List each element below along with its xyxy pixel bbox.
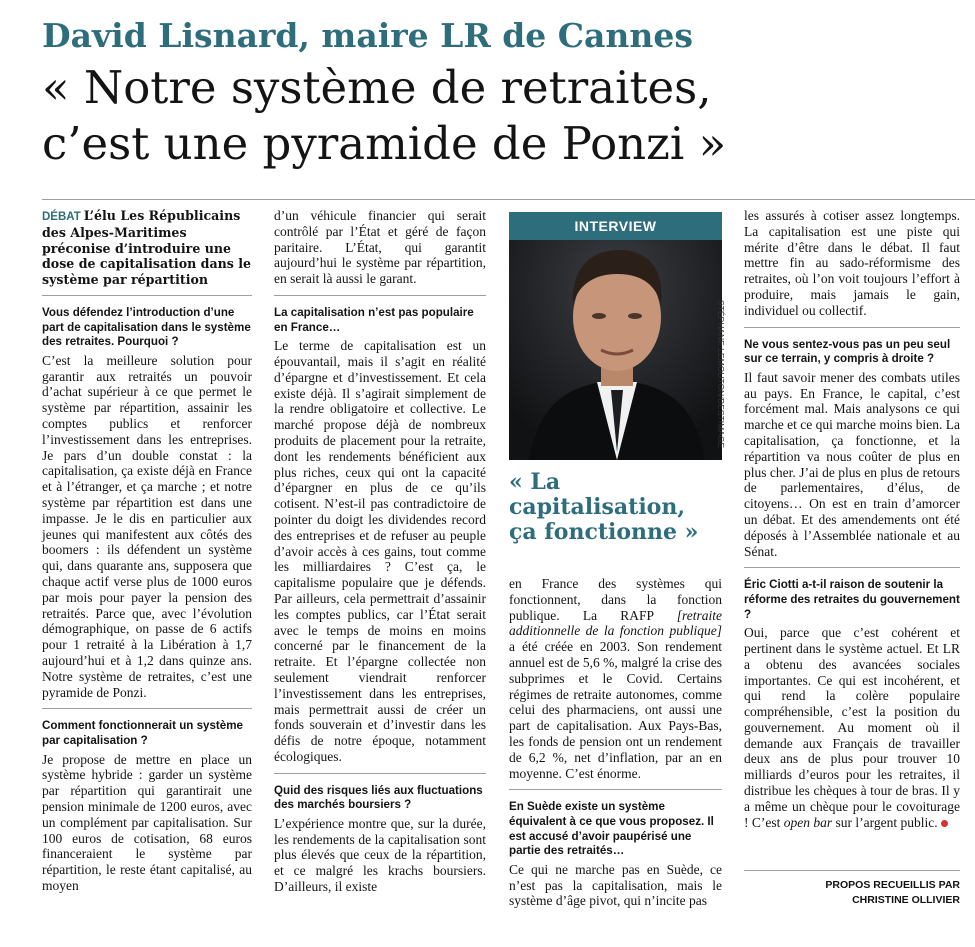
answer-5-continued: les assurés à cotiser assez longtemps. La capitalisation est une piste qui mérite d’être dans le débat. Il faut mettre fin au sado-réformisme des retraites, où l’on voit toujours l’effort à produire, mais jamais le gain, individuel ou collectif.: [744, 208, 960, 318]
interview-label: INTERVIEW: [509, 212, 722, 240]
separator: [744, 567, 960, 568]
separator: [509, 789, 722, 790]
column-3: [509, 576, 722, 909]
answer-2-continued: d’un véhicule financier qui serait contrôlé par l’État et géré de façon paritaire. L’État, qui garantit aujourd’hui le système par répartition, en serait là aussi le garant.: [274, 208, 486, 287]
answer-2: Je propose de mettre en place un système hybride : garder un système par répartition qui garantirait une pension minimale de 1200 euros, avec un complément par capitalisation. Sur 100 euros de cotisation, 68 euros financeraient le système par répartition, le reste étant capitalisé, au moyen: [42, 751, 252, 893]
question-4: Quid des risques liés aux fluctuations des marchés boursiers ?: [274, 783, 483, 812]
photo-credit: STÉPHANE LEMOUTON/BESTIMAGE: [716, 300, 726, 449]
answer-5: Ce qui ne marche pas en Suède, ce n’est pas la capitalisation, mais le système d’âge pivot, qui n’incite pas: [509, 861, 722, 909]
portrait-illustration: [509, 212, 722, 460]
answer-4-continued: [509, 576, 722, 781]
answer-7-italic: open bar: [783, 814, 833, 830]
question-6: Ne vous sentez-vous pas un peu seul sur ce terrain, y compris à droite ?: [744, 337, 951, 366]
question-7: Éric Ciotti a-t-il raison de soutenir la réforme des retraites du gouvernement ?: [744, 578, 960, 621]
pull-quote-line-2: capitalisation,: [509, 494, 686, 520]
question-5: En Suède existe un système équivalent à ce que vous proposez. Il est accusé d’avoir paupérisé une partie des retraités…: [509, 800, 714, 858]
pull-quote-line-1: « La: [509, 469, 561, 495]
separator: [42, 295, 252, 296]
question-3: La capitalisation n’est pas populaire en France…: [274, 305, 474, 334]
question-2: Comment fonctionnerait un système par capitalisation ?: [42, 719, 243, 747]
column-4: [744, 208, 960, 830]
intro: [42, 208, 252, 287]
answer-7-part-2: sur l’argent public.: [832, 814, 938, 830]
question-1: Vous défendez l’introduction d’une part de capitalisation dans le système des retraites. Pourquoi ?: [42, 306, 251, 349]
end-mark-icon: [941, 820, 948, 827]
headline-line-1: « Notre système de retraites,: [42, 61, 712, 114]
answer-4-part-2: a été créée en 2003. Son rendement annuel est de 5,6 %, malgré la crise des subprimes et le Covid. Certains régimes de retraite autonomes, comme celui des pharmaciens, ont aussi une part de capitalisation. Aux Pays-Bas, les fonds de pension ont un rendement de 6,2 %, net d’inflation, par an en moyenne. C’est énorme.: [509, 639, 722, 781]
separator: [42, 708, 252, 709]
column-2: [274, 208, 486, 895]
intro-text: L’élu Les Républicains des Alpes-Maritimes préconise d’introduire une dose de capitalisation dans le système par répartition: [42, 208, 252, 287]
headline-line-2: c’est une pyramide de Ponzi »: [42, 117, 727, 170]
pull-quote-line-3: ça fonctionne »: [509, 519, 699, 545]
signature-line-1: PROPOS RECUEILLIS PAR: [825, 879, 960, 891]
answer-6: Il faut savoir mener des combats utiles au pays. En France, le capital, c’est forcément mal. Mais analysons ce qui marche et ce qui marche moins bien. La capitalisation, ça fonctionne, et la répartition va nous coûter de plus en plus cher. J’ai de plus en plus de retours de parlementaires, d’élus, de citoyens… On est en train d’amorcer un débat. Et des amendements ont été déposés à l’Assemblée nationale et au Sénat.: [744, 369, 960, 559]
pull-quote: [509, 470, 722, 545]
separator: [274, 773, 486, 774]
kicker: David Lisnard, maire LR de Cannes: [42, 16, 693, 55]
answer-1: C’est la meilleure solution pour garantir aux retraités un pouvoir d’achat supérieur à ce que permet le système par répartition, assainir les comptes publics et renforcer l’investissement dans les entreprises. Je pars d’un double constat : la capitalisation, ça existe déjà en France et à l’étranger, et ça marche ; et notre système par répartition est dans une impasse. Je le dis en particulier aux jeunes qui manifestent aux côtés des boomers : ils défendent un système qui, dans quarante ans, supposera que chaque actif verse plus de 1000 euros par mois pour payer la pension des retraités. Parce que, avec l’évolution démographique, on passe de 6 actifs pour 1 retraité à la Libération à 1,7 aujourd’hui et à 1,2 dans quinze ans. Notre système de retraites, c’est une pyramide de Ponzi.: [42, 352, 252, 700]
header-rule: [42, 199, 975, 200]
signature: [744, 878, 960, 908]
answer-3: Le terme de capitalisation est un épouvantail, mais il s’agit en réalité d’épargne et d’investissement. Et cela existe déjà. Il s’agirait simplement de la rendre obligatoire et collective. Le marché propose déjà de nombreux produits de placement pour la retraite, dont les rendements bénéficient aux plus riches, ceux qui ont la capacité d’épargner en plus de ce qu’ils cotisent. N’est-il pas contradictoire de pointer du doigt les dividendes record des entreprises et de refuser au peuple d’avoir accès à ces gains, tout comme les milliardaires ? C’est ça, le capitalisme populaire que je défends. Par ailleurs, cela permettrait d’assainir les comptes publics, car l’État serait avec le temps de moins en moins concerné par le financement de la retraite. Et l’épargne collectée non seulement viendrait renforcer l’investissement dans les entreprises, mais permettrait aussi de créer un fonds souverain et d’investir dans les défis de notre époque, notamment écologiques.: [274, 338, 486, 764]
separator: [274, 295, 486, 296]
answer-7-part-1: Oui, parce que c’est cohérent et pertinent dans le système actuel. Et LR a obtenu des avancées sociales importantes. Ce qui est incohérent, et qui rend la colère populaire compréhensible, c’est la position du gouvernement. Au moment où il demande aux Français de travailler deux ans de plus pour trouver 10 milliards d’euros pour les retraites, il distribue les chèques à tour de bras. Il y a même un chèque pour le covoiturage ! C’est: [744, 625, 960, 830]
answer-4-part-1: en France des systèmes qui fonctionnent, dans la fonction publique. La RAFP: [509, 576, 722, 623]
answer-4: L’expérience montre que, sur la durée, les rendements de la capitalisation sont plus élevés que ceux de la répartition, et ce malgré les krachs boursiers. D’ailleurs, il existe: [274, 815, 486, 895]
signature-line-2: CHRISTINE OLLIVIER: [852, 894, 960, 906]
portrait-photo: [509, 212, 722, 460]
answer-7: [744, 625, 960, 830]
separator: [744, 327, 960, 328]
answer-4-italic: [retraite additionnelle de la fonction publique]: [509, 607, 722, 639]
rubric-tag: DÉBAT: [42, 211, 81, 223]
headline: [42, 60, 726, 172]
signature-rule: [744, 870, 960, 871]
column-1: [42, 208, 252, 894]
